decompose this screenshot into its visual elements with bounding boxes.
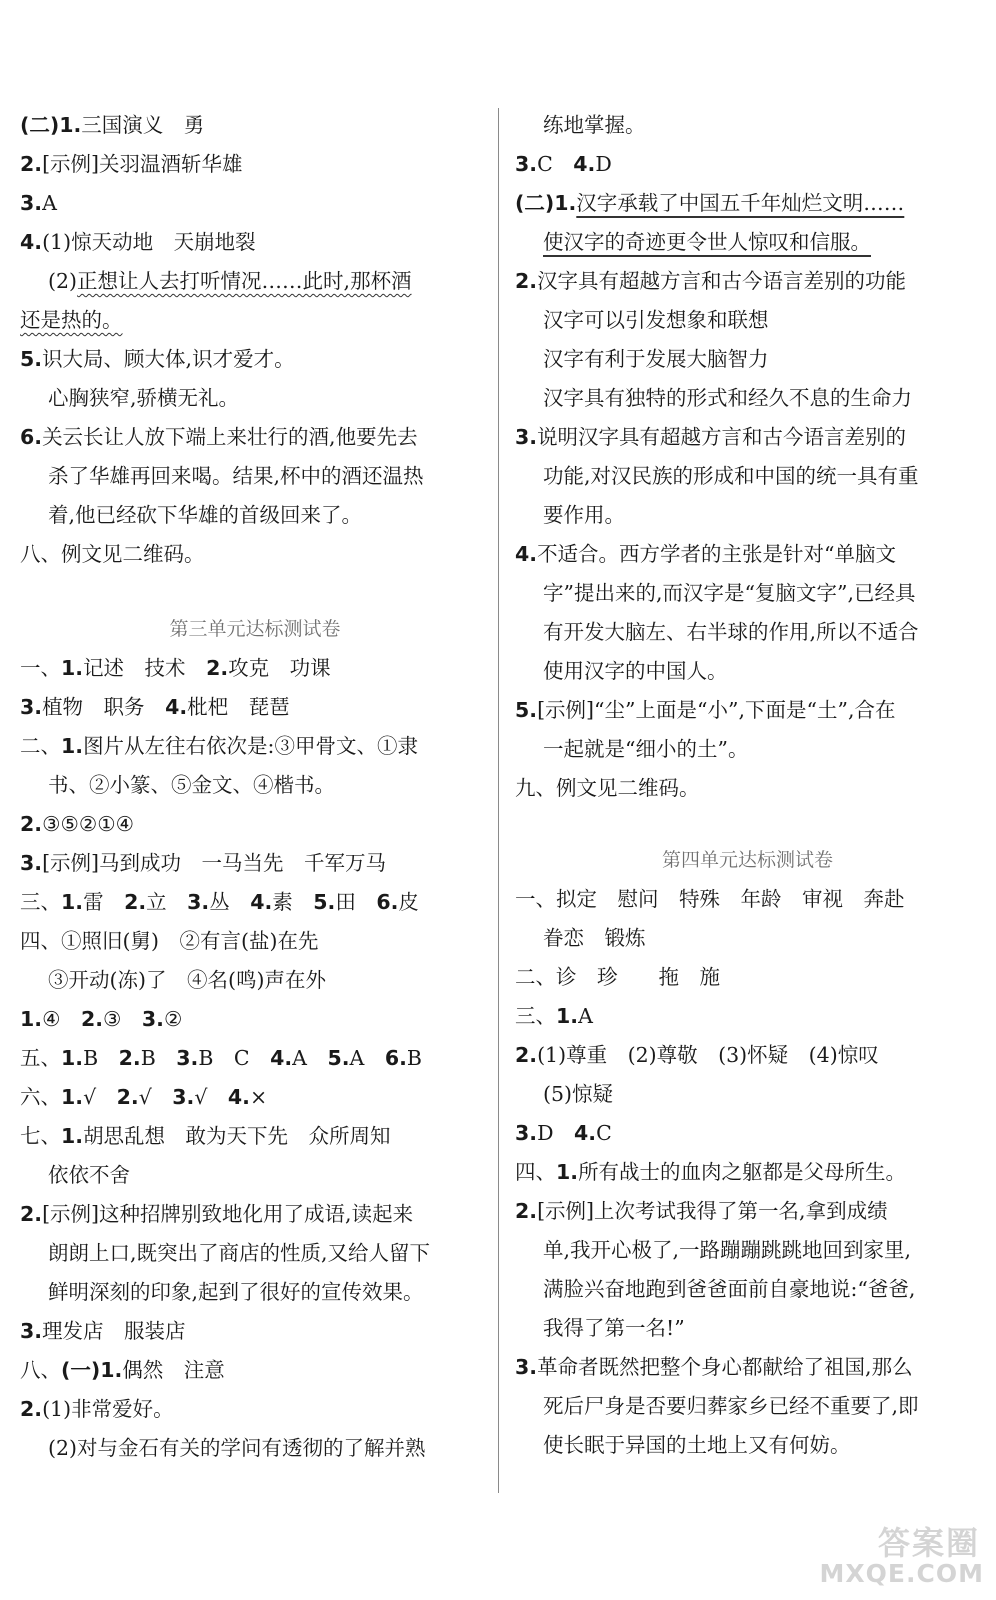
answer-line: 单,我开心极了,一路蹦蹦跳跳地回到家里,	[543, 1238, 912, 1262]
answer-line: 3.说明汉字具有超越方言和古今语言差别的	[515, 425, 907, 449]
answer-line: 2.汉字具有超越方言和古今语言差别的功能	[515, 269, 907, 293]
answer-line: (二)1.汉字承载了中国五千年灿烂文明……	[515, 191, 905, 215]
watermark-logo-text: 答案圈	[877, 1524, 980, 1562]
answer-line: 3.C 4.D	[515, 152, 612, 176]
answer-line: 2.③⑤②①④	[20, 812, 134, 836]
answer-line: 使长眠于异国的土地上又有何妨。	[543, 1433, 851, 1457]
answer-line: 一起就是“细小的土”。	[543, 737, 749, 761]
watermark-url: MXQE.COM	[819, 1559, 984, 1588]
answer-line: 二、诊 珍 拖 施	[515, 965, 720, 989]
answer-line: 五、1.B 2.B 3.B C 4.A 5.A 6.B	[20, 1046, 422, 1070]
answer-line: 1.④ 2.③ 3.②	[20, 1007, 183, 1031]
answer-line: 汉字具有独特的形式和经久不息的生命力	[543, 386, 912, 410]
answer-line: 3.[示例]马到成功 一马当先 千军万马	[20, 851, 387, 875]
answer-line: 一、1.记述 技术 2.攻克 功课	[20, 656, 331, 680]
answer-line: 2.[示例]这种招牌别致地化用了成语,读起来	[20, 1202, 414, 1226]
column-divider	[498, 108, 499, 1493]
answer-line: 练地掌握。	[543, 113, 646, 137]
section-heading: 第四单元达标测试卷	[661, 849, 833, 871]
answer-line: 功能,对汉民族的形成和中国的统一具有重	[543, 464, 919, 488]
answer-line: 3.革命者既然把整个身心都献给了祖国,那么	[515, 1355, 913, 1379]
answer-line: 有开发大脑左、右半球的作用,所以不适合	[543, 620, 919, 644]
answer-line: 汉字有利于发展大脑智力	[543, 347, 769, 371]
answer-line: 二、1.图片从左往右依次是:③甲骨文、①隶	[20, 734, 418, 758]
answer-line: (2)正想让人去打听情况……此时,那杯酒	[48, 269, 412, 293]
answer-line: 还是热的。	[20, 308, 123, 332]
answer-line: 4.(1)惊天动地 天崩地裂	[20, 230, 256, 254]
answer-line: (2)对与金石有关的学问有透彻的了解并熟	[48, 1436, 426, 1460]
answer-line: 使用汉字的中国人。	[543, 659, 728, 683]
answer-line: 2.[示例]上次考试我得了第一名,拿到成绩	[515, 1199, 888, 1223]
answer-line: 书、②小篆、⑤金文、④楷书。	[48, 773, 335, 797]
watermark-logo	[788, 1518, 984, 1588]
answer-line: 5.识大局、顾大体,识才爱才。	[20, 347, 295, 371]
answer-line: 依依不舍	[48, 1163, 130, 1187]
answer-line: 九、例文见二维码。	[515, 776, 700, 800]
answer-line: 死后尸身是否要归葬家乡已经不重要了,即	[543, 1394, 919, 1418]
answer-line: 3.植物 职务 4.枇杷 琵琶	[20, 695, 290, 719]
answer-line: 2.(1)非常爱好。	[20, 1397, 174, 1421]
answer-line: 七、1.胡思乱想 敢为天下先 众所周知	[20, 1124, 391, 1148]
answer-line: 2.(1)尊重 (2)尊敬 (3)怀疑 (4)惊叹	[515, 1043, 879, 1067]
section-heading: 第三单元达标测试卷	[169, 618, 341, 640]
answer-line: 八、例文见二维码。	[20, 542, 205, 566]
answer-line: 八、(一)1.偶然 注意	[20, 1358, 225, 1382]
answer-line: 要作用。	[543, 503, 625, 527]
answer-line: 3.D 4.C	[515, 1121, 612, 1145]
answer-line: 六、1.√ 2.√ 3.√ 4.×	[20, 1085, 268, 1109]
answer-line: 着,他已经砍下华雄的首级回来了。	[48, 503, 363, 527]
answer-line: 四、①照旧(舅) ②有言(盐)在先	[20, 929, 319, 953]
answer-line: 三、1.雷 2.立 3.丛 4.素 5.田 6.皮	[20, 890, 419, 914]
answer-line: 杀了华雄再回来喝。结果,杯中的酒还温热	[48, 464, 424, 488]
answer-line: 6.关云长让人放下端上来壮行的酒,他要先去	[20, 425, 418, 449]
answer-line: 5.[示例]“尘”上面是“小”,下面是“土”,合在	[515, 698, 896, 722]
answer-line: 3.理发店 服装店	[20, 1319, 186, 1343]
answer-line: (二)1.三国演义 勇	[20, 113, 205, 137]
answer-line: 字”提出来的,而汉字是“复脑文字”,已经具	[543, 581, 916, 605]
answer-line: 眷恋 锻炼	[543, 926, 646, 950]
answer-line: 汉字可以引发想象和联想	[543, 308, 769, 332]
answer-line: (5)惊疑	[543, 1082, 614, 1106]
answer-line: 三、1.A	[515, 1004, 593, 1028]
answer-line: 一、拟定 慰问 特殊 年龄 审视 奔赴	[515, 887, 905, 911]
answer-line: 2.[示例]关羽温酒斩华雄	[20, 152, 243, 176]
answer-line: 我得了第一名!”	[543, 1316, 685, 1340]
answer-line: 鲜明深刻的印象,起到了很好的宣传效果。	[48, 1280, 424, 1304]
answer-line: 心胸狭窄,骄横无礼。	[48, 386, 240, 410]
answer-line: 4.不适合。西方学者的主张是针对“单脑文	[515, 542, 897, 566]
answer-line: 3.A	[20, 191, 57, 215]
answer-line: ③开动(冻)了 ④名(鸣)声在外	[48, 968, 326, 992]
answer-line: 朗朗上口,既突出了商店的性质,又给人留下	[48, 1241, 431, 1265]
answer-line: 使汉字的奇迹更令世人惊叹和信服。	[543, 230, 871, 254]
answer-line: 四、1.所有战士的血肉之躯都是父母所生。	[515, 1160, 907, 1184]
answer-line: 满脸兴奋地跑到爸爸面前自豪地说:“爸爸,	[543, 1277, 916, 1301]
